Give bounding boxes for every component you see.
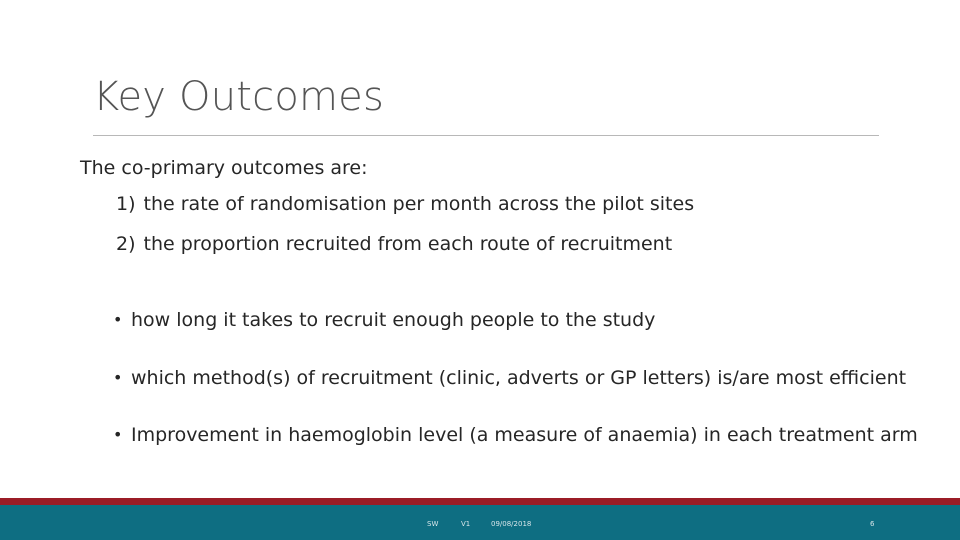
numbered-item-1 [116, 193, 694, 215]
footer-accent-stripe [0, 498, 960, 505]
slide-title: Key Outcomes [93, 74, 385, 120]
bullet-icon: • [113, 425, 123, 444]
bullet-item-1 [113, 309, 655, 331]
bullet-text: how long it takes to recruit enough people to the study [131, 309, 656, 331]
footer-page-number: 6 [870, 520, 875, 528]
numbered-item-marker: 2) [116, 233, 136, 255]
footer-version: V1 [461, 520, 471, 528]
numbered-item-text: the rate of randomisation per month across the pilot sites [143, 193, 695, 215]
bullet-icon: • [113, 368, 123, 387]
bullet-icon: • [113, 310, 123, 329]
bullet-text: which method(s) of recruitment (clinic, adverts or GP letters) is/are most efficient [131, 367, 907, 389]
bullet-text: Improvement in haemoglobin level (a measure of anaemia) in each treatment arm [131, 424, 918, 446]
footer-author: SW [427, 520, 439, 528]
bullet-item-2 [113, 367, 906, 389]
bullet-item-3 [113, 424, 918, 446]
footer-date: 09/08/2018 [491, 520, 532, 528]
footer-bar [0, 505, 960, 540]
numbered-item-marker: 1) [116, 193, 136, 215]
numbered-item-2 [116, 233, 672, 255]
title-divider [93, 135, 879, 136]
intro-text: The co-primary outcomes are: [80, 157, 368, 179]
numbered-item-text: the proportion recruited from each route of recruitment [143, 233, 673, 255]
